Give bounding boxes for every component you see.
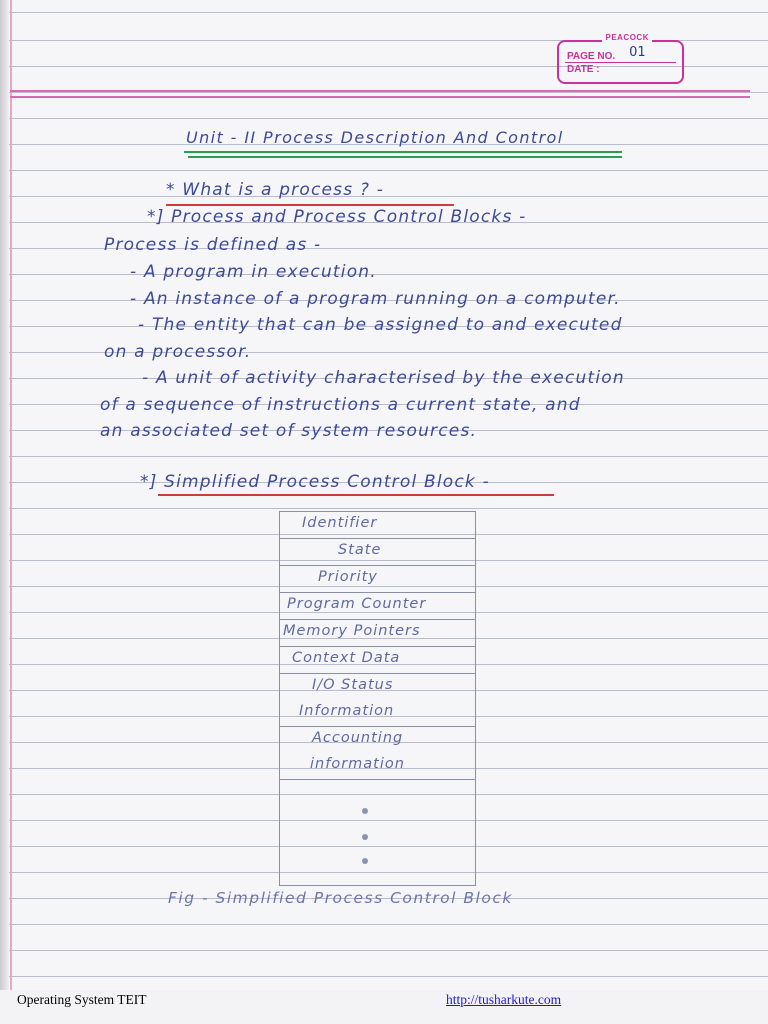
pcb-field bbox=[280, 727, 475, 780]
pcb-field bbox=[280, 674, 475, 727]
text-line: Process is defined as - bbox=[104, 235, 322, 255]
text-line: - An instance of a program running on a computer. bbox=[130, 289, 621, 309]
margin-line bbox=[10, 0, 12, 990]
pcb-field-label: Priority bbox=[318, 569, 378, 585]
ellipsis-dot bbox=[362, 858, 368, 864]
page-no-label: PAGE NO. bbox=[567, 51, 616, 62]
pcb-field-label: Memory Pointers bbox=[283, 623, 421, 639]
heading-process-control-blocks: *] Process and Process Control Blocks - bbox=[147, 207, 527, 227]
pcb-field bbox=[280, 620, 475, 647]
header-rule bbox=[10, 90, 750, 92]
page-edge bbox=[0, 0, 9, 990]
title-underline bbox=[188, 156, 622, 158]
pcb-field bbox=[280, 512, 475, 539]
text-line: - A program in execution. bbox=[130, 262, 377, 282]
pcb-field-label: State bbox=[338, 542, 382, 558]
pcb-field bbox=[280, 593, 475, 620]
page-title: Unit - II Process Description And Control bbox=[186, 128, 564, 147]
text-line: - The entity that can be assigned to and executed bbox=[138, 315, 623, 335]
header-rule bbox=[10, 96, 750, 98]
heading-underline bbox=[166, 204, 454, 206]
title-underline bbox=[184, 151, 622, 153]
pcb-field-label: Information bbox=[299, 703, 395, 719]
ellipsis-dot bbox=[362, 834, 368, 840]
pcb-field-label: Accounting bbox=[312, 730, 404, 746]
footer-website-link[interactable]: http://tusharkute.com bbox=[446, 992, 562, 1007]
pcb-continuation bbox=[280, 780, 475, 885]
heading-simplified-pcb: *] Simplified Process Control Block - bbox=[140, 472, 490, 492]
pcb-field bbox=[280, 647, 475, 674]
pcb-field-label: Identifier bbox=[302, 515, 378, 531]
page-no-value: 01 bbox=[629, 45, 646, 60]
stamp-divider bbox=[565, 62, 676, 63]
pcb-field-label: information bbox=[310, 756, 405, 772]
text-line: of a sequence of instructions a current state, and bbox=[100, 395, 581, 415]
pcb-diagram bbox=[279, 511, 476, 886]
heading-underline bbox=[158, 494, 554, 496]
pcb-field-label: Program Counter bbox=[287, 596, 427, 612]
date-label: DATE : bbox=[567, 64, 600, 75]
pcb-field bbox=[280, 539, 475, 566]
pcb-field-label: Context Data bbox=[292, 650, 401, 666]
pcb-field-label: I/O Status bbox=[312, 677, 394, 693]
pcb-field bbox=[280, 566, 475, 593]
heading-what-is-process: * What is a process ? - bbox=[166, 180, 385, 200]
text-line: an associated set of system resources. bbox=[100, 421, 478, 441]
text-line: on a processor. bbox=[104, 342, 252, 362]
page-no-row bbox=[567, 45, 646, 63]
stamp-brand: PEACOCK bbox=[602, 33, 652, 42]
ellipsis-dot bbox=[362, 808, 368, 814]
page-number-stamp bbox=[557, 33, 684, 84]
text-line: - A unit of activity characterised by the execution bbox=[142, 368, 625, 388]
footer-course-title: Operating System TEIT bbox=[17, 992, 147, 1007]
figure-caption: Fig - Simplified Process Control Block bbox=[168, 889, 513, 907]
